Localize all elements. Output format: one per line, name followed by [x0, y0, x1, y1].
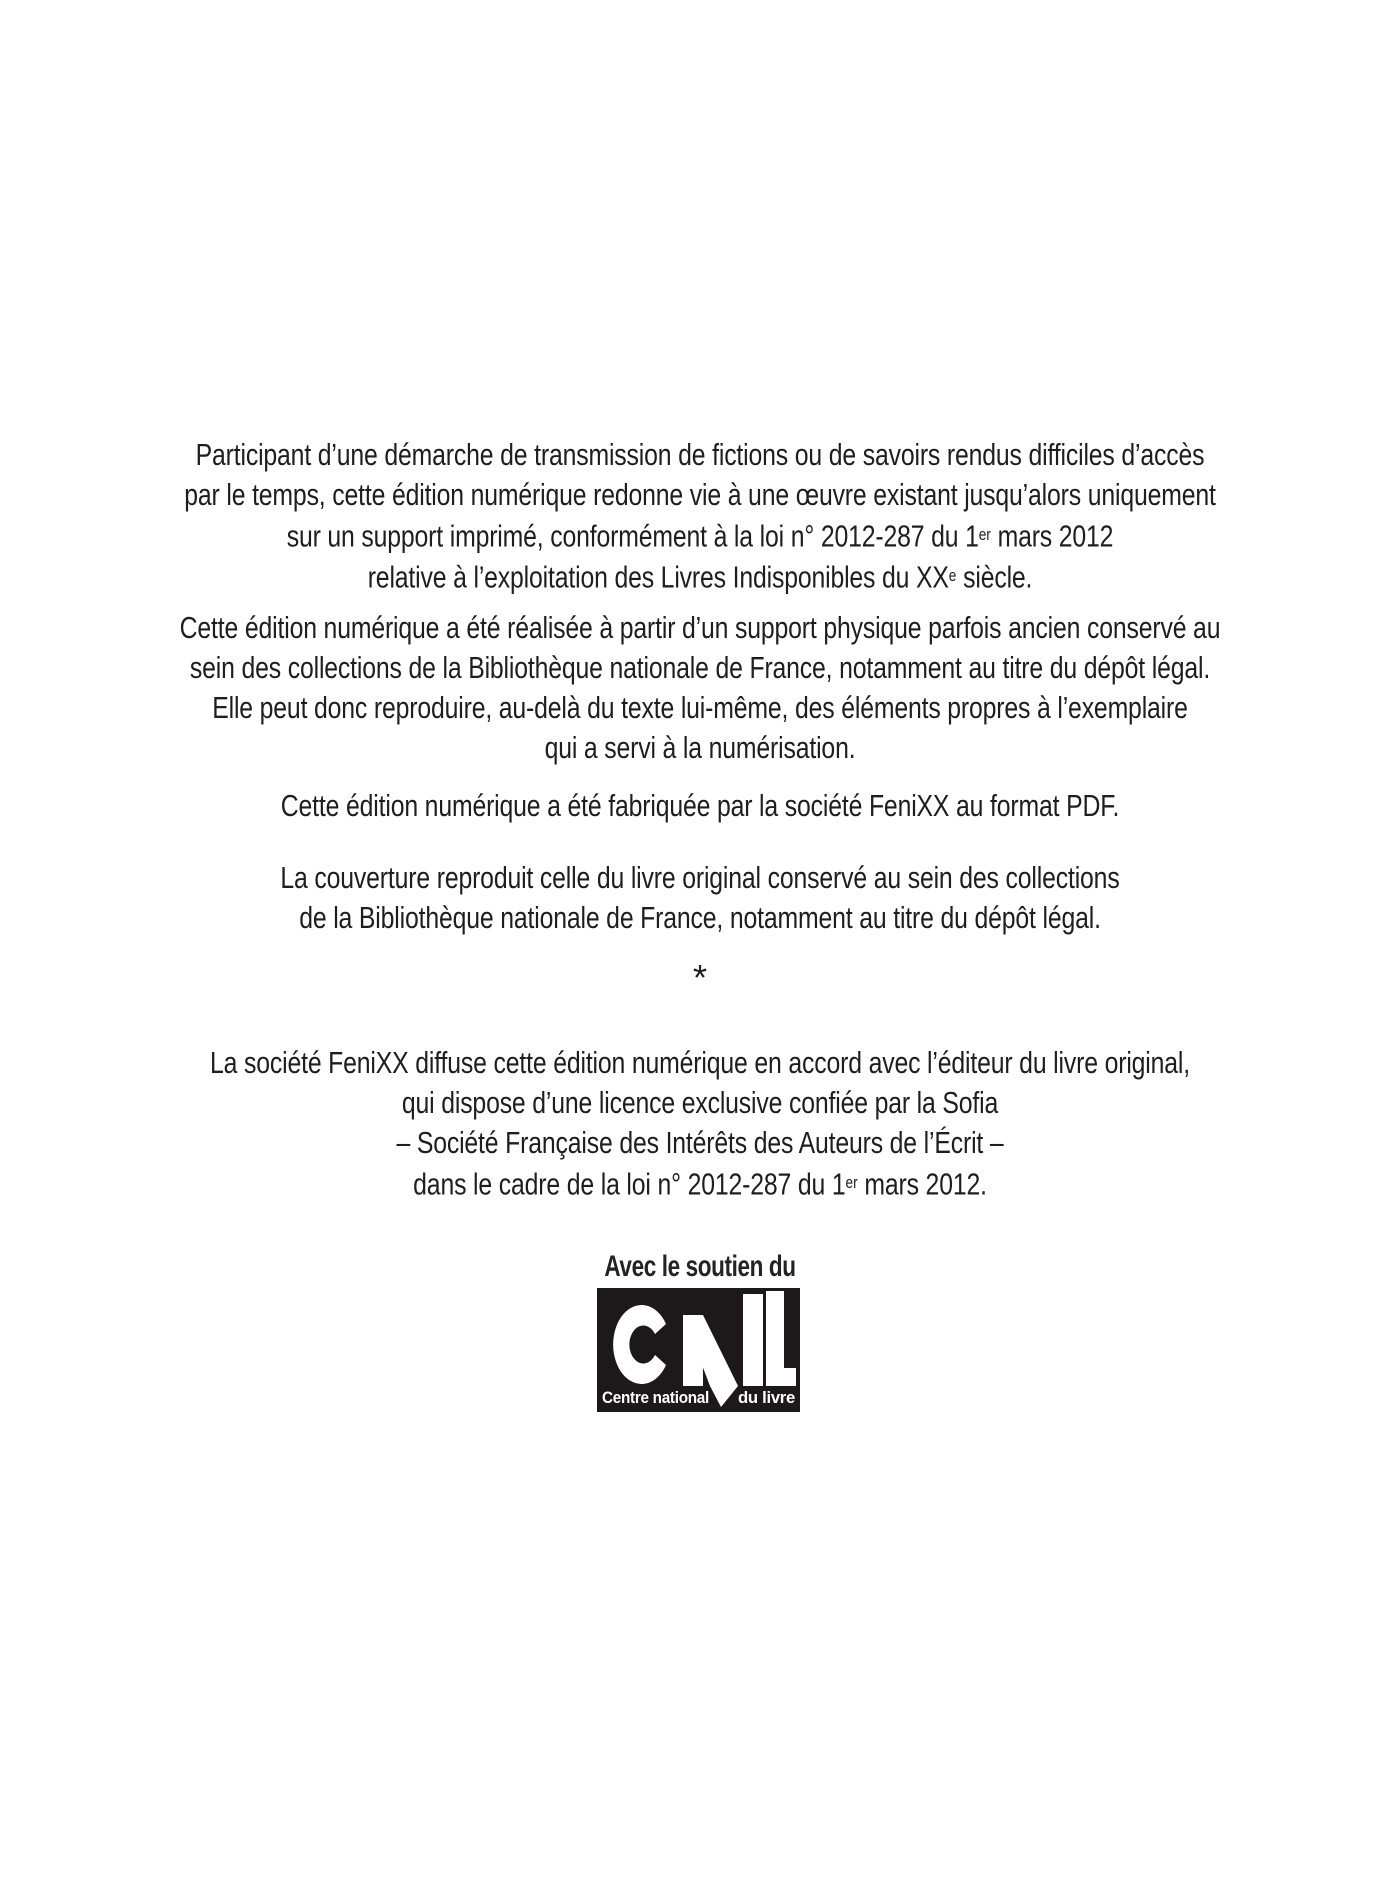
- text-segment: mars 2012: [990, 518, 1114, 554]
- superscript: er: [978, 525, 991, 544]
- cnl-letter-n-right-stroke: [743, 1294, 763, 1386]
- text-segment: sein des collections de la Bibliothèque nationale de France, notamment au titre du dépôt légal.: [189, 650, 1211, 685]
- text-segment: Elle peut donc reproduire, au-delà du texte lui-même, des éléments propres à l’exemplaire: [212, 690, 1188, 725]
- text-segment: Participant d’une démarche de transmission de fictions ou de savoirs rendus difficiles d’accès: [195, 437, 1205, 472]
- paragraph-edition-source: [140, 608, 1260, 768]
- text-segment: Cette édition numérique a été réalisée à partir d’un support physique parfois ancien conservé au: [179, 610, 1221, 645]
- cnl-logo-graphic: [597, 1288, 800, 1412]
- cnl-caption-right: du livre: [738, 1389, 796, 1407]
- text-segment: La société FeniXX diffuse cette édition numérique en accord avec l’éditeur du livre original,: [210, 1045, 1190, 1080]
- text-segment: La couverture reproduit celle du livre original conservé au sein des collections: [280, 860, 1120, 895]
- text-segment: qui a servi à la numérisation.: [544, 730, 856, 765]
- text-segment: par le temps, cette édition numérique redonne vie à une œuvre existant jusqu’alors uniquement: [184, 477, 1216, 512]
- asterisk-separator: [0, 958, 1400, 998]
- superscript: e: [948, 566, 957, 586]
- text-segment: siècle.: [956, 559, 1033, 595]
- text-segment: dans le cadre de la loi n° 2012-287 du 1: [413, 1166, 846, 1202]
- text-segment: relative à l’exploitation des Livres Indisponibles du XX: [367, 559, 949, 595]
- superscript: er: [845, 1173, 858, 1192]
- text-segment: Cette édition numérique a été fabriquée par la société FeniXX au format PDF.: [280, 788, 1120, 823]
- text-segment: qui dispose d’une licence exclusive confiée par la Sofia: [401, 1085, 999, 1120]
- paragraph-cover-note: [140, 858, 1260, 938]
- paragraph-diffusion-note: [140, 1043, 1260, 1204]
- text-segment: de la Bibliothèque nationale de France, notamment au titre du dépôt légal.: [299, 900, 1101, 935]
- paragraph-edition-intro: [140, 435, 1260, 598]
- text-segment: mars 2012.: [857, 1166, 987, 1202]
- cnl-logo: [597, 1288, 800, 1412]
- cnl-caption-left: Centre national: [602, 1389, 709, 1407]
- text-segment: – Société Française des Intérêts des Auteurs de l’Écrit –: [396, 1125, 1004, 1160]
- text-segment: sur un support imprimé, conformément à la loi n° 2012-287 du 1: [286, 518, 979, 554]
- support-caption: Avec le soutien du: [604, 1250, 796, 1283]
- text-segment: *: [692, 957, 707, 998]
- paragraph-edition-maker: [140, 786, 1260, 826]
